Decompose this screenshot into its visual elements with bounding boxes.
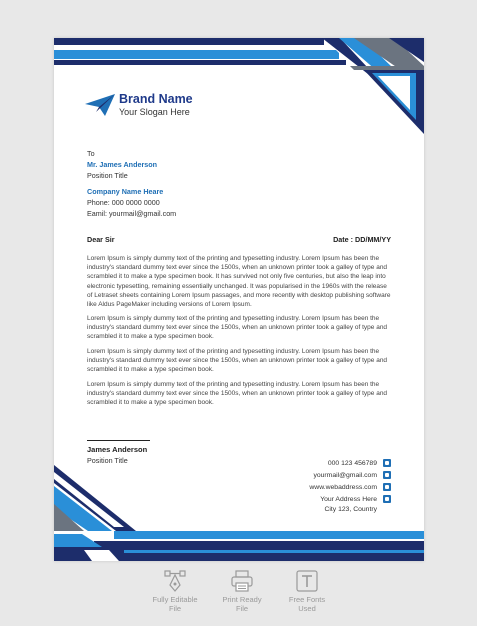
signature-name: James Anderson bbox=[87, 445, 148, 454]
contact-web: www.webaddress.com bbox=[309, 483, 377, 491]
brand-slogan: Your Slogan Here bbox=[119, 107, 190, 117]
footer-corner-blue bbox=[54, 534, 102, 547]
location-icon bbox=[383, 495, 391, 503]
web-icon bbox=[383, 483, 391, 491]
recipient-email: Eamil: yourmail@gmail.com bbox=[87, 209, 177, 218]
printer-icon bbox=[231, 570, 253, 592]
footer-line-blue bbox=[124, 550, 424, 553]
pen-tool-icon bbox=[164, 570, 186, 592]
email-icon bbox=[383, 471, 391, 479]
phone-icon bbox=[383, 459, 391, 467]
contact-email: yourmail@gmail.com bbox=[313, 471, 377, 479]
company-name: Company Name Heare bbox=[87, 187, 164, 196]
footer-bar-blue bbox=[114, 531, 424, 539]
header-strip-gray bbox=[350, 66, 424, 70]
contact-address-row bbox=[320, 495, 391, 503]
brand-name: Brand Name bbox=[119, 92, 193, 106]
feature-print-line2: File bbox=[235, 604, 249, 613]
feature-fonts bbox=[272, 570, 342, 613]
signature-title: Position Title bbox=[87, 456, 128, 465]
letterhead-page bbox=[54, 38, 424, 561]
contact-address-line2: City 123, Country bbox=[324, 506, 377, 513]
recipient-position: Position Title bbox=[87, 171, 128, 180]
contact-email-row bbox=[313, 471, 391, 479]
letter-date: Date : DD/MM/YY bbox=[333, 235, 391, 244]
body-paragraph-2: Lorem Ipsum is simply dummy text of the printing and typesetting industry. Lorem Ipsum has been the industry's standard dummy text ever since the 1500s, when an unknown printer took a galley of type and scrambled it to make a type specimen book. bbox=[87, 315, 388, 341]
feature-fonts-line1: Free Fonts bbox=[288, 595, 326, 604]
contact-web-row bbox=[309, 483, 391, 491]
recipient-phone: Phone: 000 0000 0000 bbox=[87, 198, 160, 207]
feature-print bbox=[207, 570, 277, 613]
feature-editable bbox=[140, 570, 210, 613]
recipient-name: Mr. James Anderson bbox=[87, 160, 158, 169]
signature-line bbox=[87, 440, 150, 441]
brand-block bbox=[85, 92, 193, 118]
body-paragraph-3: Lorem Ipsum is simply dummy text of the printing and typesetting industry. Lorem Ipsum has been the industry's standard dummy text ever since the 1500s, when an unknown printer took a galley of type and scrambled it to make a type specimen book. bbox=[87, 348, 388, 374]
contact-address-line1: Your Address Here bbox=[320, 495, 377, 503]
paper-plane-icon bbox=[85, 94, 115, 116]
contact-phone-row bbox=[328, 459, 391, 467]
header-bar-blue bbox=[54, 50, 339, 59]
feature-editable-line2: File bbox=[168, 604, 182, 613]
contact-address-row-2 bbox=[324, 506, 391, 513]
footer-bar-navy bbox=[94, 541, 424, 547]
features-row bbox=[0, 570, 477, 620]
body-paragraph-4: Lorem Ipsum is simply dummy text of the printing and typesetting industry. Lorem Ipsum has been the industry's standard dummy text ever since the 1500s, when an unknown printer took a galley of type and scrambled it to make a type specimen book. bbox=[87, 381, 388, 407]
feature-fonts-line2: Used bbox=[298, 604, 316, 613]
feature-editable-line1: Fully Editable bbox=[152, 595, 198, 604]
body-paragraph-1: Lorem Ipsum is simply dummy text of the printing and typesetting industry. Lorem Ipsum has been the industry's standard dummy text ever since the 1500s, when an unknown printer took a galley of type and scrambled it to make a type specimen book. It has survived not only five centuries, but also the leap into electronic typesetting, remaining essentially unchanged. It was popularised in the 1960s with the release of Letraset sheets containing Lorem Ipsum passages, and more recently with desktop publishing software like Aldus PageMaker including versions of Lorem Ipsum. bbox=[87, 255, 391, 309]
contact-phone: 000 123 456789 bbox=[327, 459, 377, 467]
header-bar-navy-thin bbox=[54, 60, 346, 65]
greeting: Dear Sir bbox=[87, 235, 115, 244]
feature-print-line1: Print Ready bbox=[222, 595, 262, 604]
header-bar-navy bbox=[54, 38, 324, 45]
to-label: To bbox=[87, 149, 95, 158]
font-icon bbox=[296, 570, 318, 592]
